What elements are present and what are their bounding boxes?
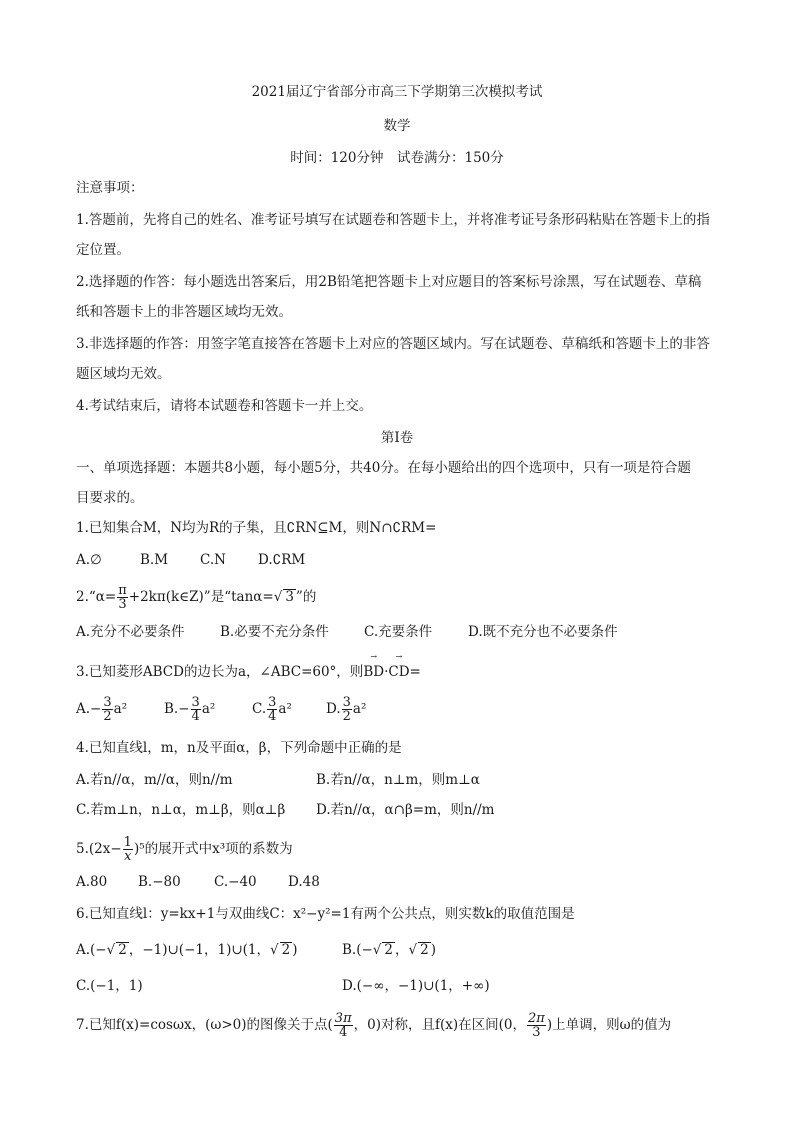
q5-option-c: C.−40 <box>214 874 257 890</box>
note-2-line-1: 2.选择题的作答：每小题选出答案后，用2B铅笔把答题卡上对应题目的答案标号涂黑，写在试题卷、草稿 <box>76 274 702 290</box>
q5-fraction <box>123 836 133 863</box>
section-intro-line-1: 一、单项选择题：本题共8小题，每小题5分，共40分。在每小题给出的四个选项中，只有一项是符合题 <box>76 460 691 476</box>
q3-c-prefix: C. <box>252 701 267 717</box>
q6-a-sqrt-1-val: 2 <box>118 942 127 958</box>
q2-stem-mid: +2kπ(k∈Z)”是“tanα= <box>128 589 274 605</box>
question-6-stem: 6.已知直线l：y=kx+1与双曲线C：x²−y²=1有两个公共点，则实数k的取值范围是 <box>76 906 575 922</box>
q1-option-c: C.N <box>200 552 226 568</box>
q3-d-a2: a² <box>352 701 367 717</box>
q3-b-num: 3 <box>191 695 200 710</box>
q7-frac2-den: 3 <box>532 1025 541 1040</box>
q5-option-d: D.48 <box>288 874 320 890</box>
note-2-line-2: 纸和答题卡上的非答题区域均无效。 <box>76 304 292 320</box>
q6-a-mid: ，−1)∪(−1，1)∪(1， <box>128 942 270 958</box>
q3-a-prefix: A.− <box>76 701 102 717</box>
q2-fraction <box>117 584 128 611</box>
question-7-stem <box>76 1012 671 1039</box>
section-title: 第I卷 <box>380 430 414 446</box>
q6-a-sqrt-1: √ 2 <box>106 942 127 958</box>
q7-stem-pre: 7.已知f(x)=cosωx，(ω>0)的图像关于点( <box>76 1017 333 1033</box>
q3-c-den: 4 <box>268 709 277 724</box>
q2-frac-num: π <box>118 583 127 598</box>
q3-a-den: 2 <box>103 709 112 724</box>
q3-a-num: 3 <box>103 695 112 710</box>
q3-option-d <box>326 696 366 723</box>
q2-option-a: A.充分不必要条件 <box>76 624 185 640</box>
q3-stem-pre: 3.已知菱形ABCD的边长为a，∠ABC=60°，则 <box>76 664 364 680</box>
time-info: 时间：120分钟 试卷满分：150分 <box>290 150 504 166</box>
q4-option-a: A.若n//α，m//α，则n//m <box>76 772 233 788</box>
q3-b-fraction <box>191 696 201 723</box>
q7-stem-mid: ，0)对称，且f(x)在区间(0， <box>353 1017 526 1033</box>
question-5-options <box>76 872 320 892</box>
q6-b-mid: ， <box>395 942 409 958</box>
q3-option-c <box>252 696 326 723</box>
q4-option-b: B.若n//α，n⊥m，则m⊥α <box>316 772 480 788</box>
q4-option-c: C.若m⊥n，n⊥α，m⊥β，则α⊥β <box>76 802 286 818</box>
question-6-options-row-2 <box>76 976 490 996</box>
q6-b-sqrt-2-val: 2 <box>420 942 429 958</box>
q6-option-c: C.(−1，1) <box>76 978 143 994</box>
note-1-line-1: 1.答题前，先将自己的姓名、准考证号填写在试题卷和答题卡上，并将准考证号条形码粘贴在答题卡上的指 <box>76 212 710 228</box>
q3-c-num: 3 <box>268 695 277 710</box>
q2-sqrt: √ 3 <box>273 589 294 605</box>
q3-dot: · <box>384 664 389 680</box>
q6-option-b <box>342 940 436 960</box>
q2-stem-pre: 2.“α= <box>76 589 117 605</box>
q3-d-num: 3 <box>342 695 351 710</box>
q7-fraction-2 <box>527 1012 546 1039</box>
q5-frac-den: x <box>124 849 132 864</box>
q7-frac1-num: 3π <box>334 1011 352 1026</box>
q6-a-sqrt-2: √ 2 <box>270 942 291 958</box>
question-3-stem <box>76 662 421 682</box>
question-4-options-row-1 <box>76 770 480 790</box>
q5-option-b: B.−80 <box>138 874 181 890</box>
q7-frac1-den: 4 <box>339 1025 348 1040</box>
note-1-line-2: 定位置。 <box>76 242 130 258</box>
q6-a-sqrt-2-val: 2 <box>281 942 291 958</box>
note-3-line-2: 题区域均无效。 <box>76 366 171 382</box>
q5-frac-num: 1 <box>123 835 132 850</box>
q3-vector-cd: → CD <box>388 662 409 682</box>
q6-b-sqrt-1-val: 2 <box>384 942 393 958</box>
question-4-options-row-2 <box>76 800 494 820</box>
subject-title: 数学 <box>383 118 411 134</box>
q7-stem-post: )上单调，则ω的值为 <box>546 1017 672 1033</box>
q2-option-d: D.既不充分也不必要条件 <box>468 624 618 640</box>
q3-b-prefix: B.− <box>164 701 190 717</box>
q3-option-b <box>164 696 252 723</box>
q3-stem-post: = <box>409 664 421 680</box>
question-2-stem <box>76 584 316 611</box>
q3-c-fraction <box>267 696 277 723</box>
q5-option-a: A.80 <box>76 874 108 890</box>
q7-fraction-1 <box>334 1012 353 1039</box>
notes-heading: 注意事项： <box>76 180 144 196</box>
q3-a-fraction <box>102 696 112 723</box>
q4-option-d: D.若n//α，α∩β=m，则n//m <box>316 802 495 818</box>
note-4: 4.考试结束后，请将本试题卷和答题卡一并上交。 <box>76 398 373 414</box>
q6-b-prefix: B.(− <box>342 942 373 958</box>
section-intro-line-2: 目要求的。 <box>76 490 144 506</box>
q1-option-b: B.M <box>140 552 169 568</box>
q3-d-fraction <box>342 696 352 723</box>
exam-title: 2021届辽宁省部分市高三下学期第三次模拟考试 <box>251 84 543 100</box>
question-3-options <box>76 696 366 723</box>
question-1-options <box>76 550 305 570</box>
q6-b-suffix: ) <box>430 942 436 958</box>
q2-stem-post: ”的 <box>295 589 317 605</box>
q1-option-d: D.∁RM <box>258 552 306 568</box>
q3-a-a2: a² <box>113 701 128 717</box>
q3-vector-bd: → BD <box>363 662 384 682</box>
q2-frac-den: 3 <box>118 597 127 612</box>
q5-stem-pre: 5.(2x− <box>76 841 122 857</box>
q1-option-a: A.∅ <box>76 552 102 568</box>
q3-b-den: 4 <box>191 709 200 724</box>
q6-b-sqrt-2: √ 2 <box>408 942 429 958</box>
q2-option-c: C.充要条件 <box>364 624 433 640</box>
q7-frac2-num: 2π <box>527 1011 545 1026</box>
q2-option-b: B.必要不充分条件 <box>220 624 329 640</box>
q6-a-prefix: A.(− <box>76 942 107 958</box>
question-4-stem: 4.已知直线l，m，n及平面α，β，下列命题中正确的是 <box>76 740 402 756</box>
q3-b-a2: a² <box>201 701 216 717</box>
q6-b-sqrt-1: √ 2 <box>372 942 393 958</box>
q6-option-d: D.(−∞，−1)∪(1，+∞) <box>342 978 490 994</box>
q5-stem-post: )⁵的展开式中x³项的系数为 <box>133 841 293 857</box>
question-2-options <box>76 622 618 642</box>
q6-option-a <box>76 940 342 960</box>
q6-a-suffix: ) <box>292 942 298 958</box>
question-5-stem <box>76 836 293 863</box>
q3-c-a2: a² <box>278 701 292 717</box>
question-1-stem: 1.已知集合M，N均为R的子集，且∁RN⊆M，则N∩∁RM= <box>76 520 437 536</box>
q3-d-den: 2 <box>342 709 351 724</box>
q3-option-a <box>76 696 164 723</box>
q2-sqrt-val: 3 <box>285 589 294 605</box>
note-3-line-1: 3.非选择题的作答：用签字笔直接答在答题卡上对应的答题区域内。写在试题卷、草稿纸和答题卡上的非答 <box>76 336 710 352</box>
q3-d-prefix: D. <box>326 701 341 717</box>
question-6-options-row-1 <box>76 940 436 960</box>
